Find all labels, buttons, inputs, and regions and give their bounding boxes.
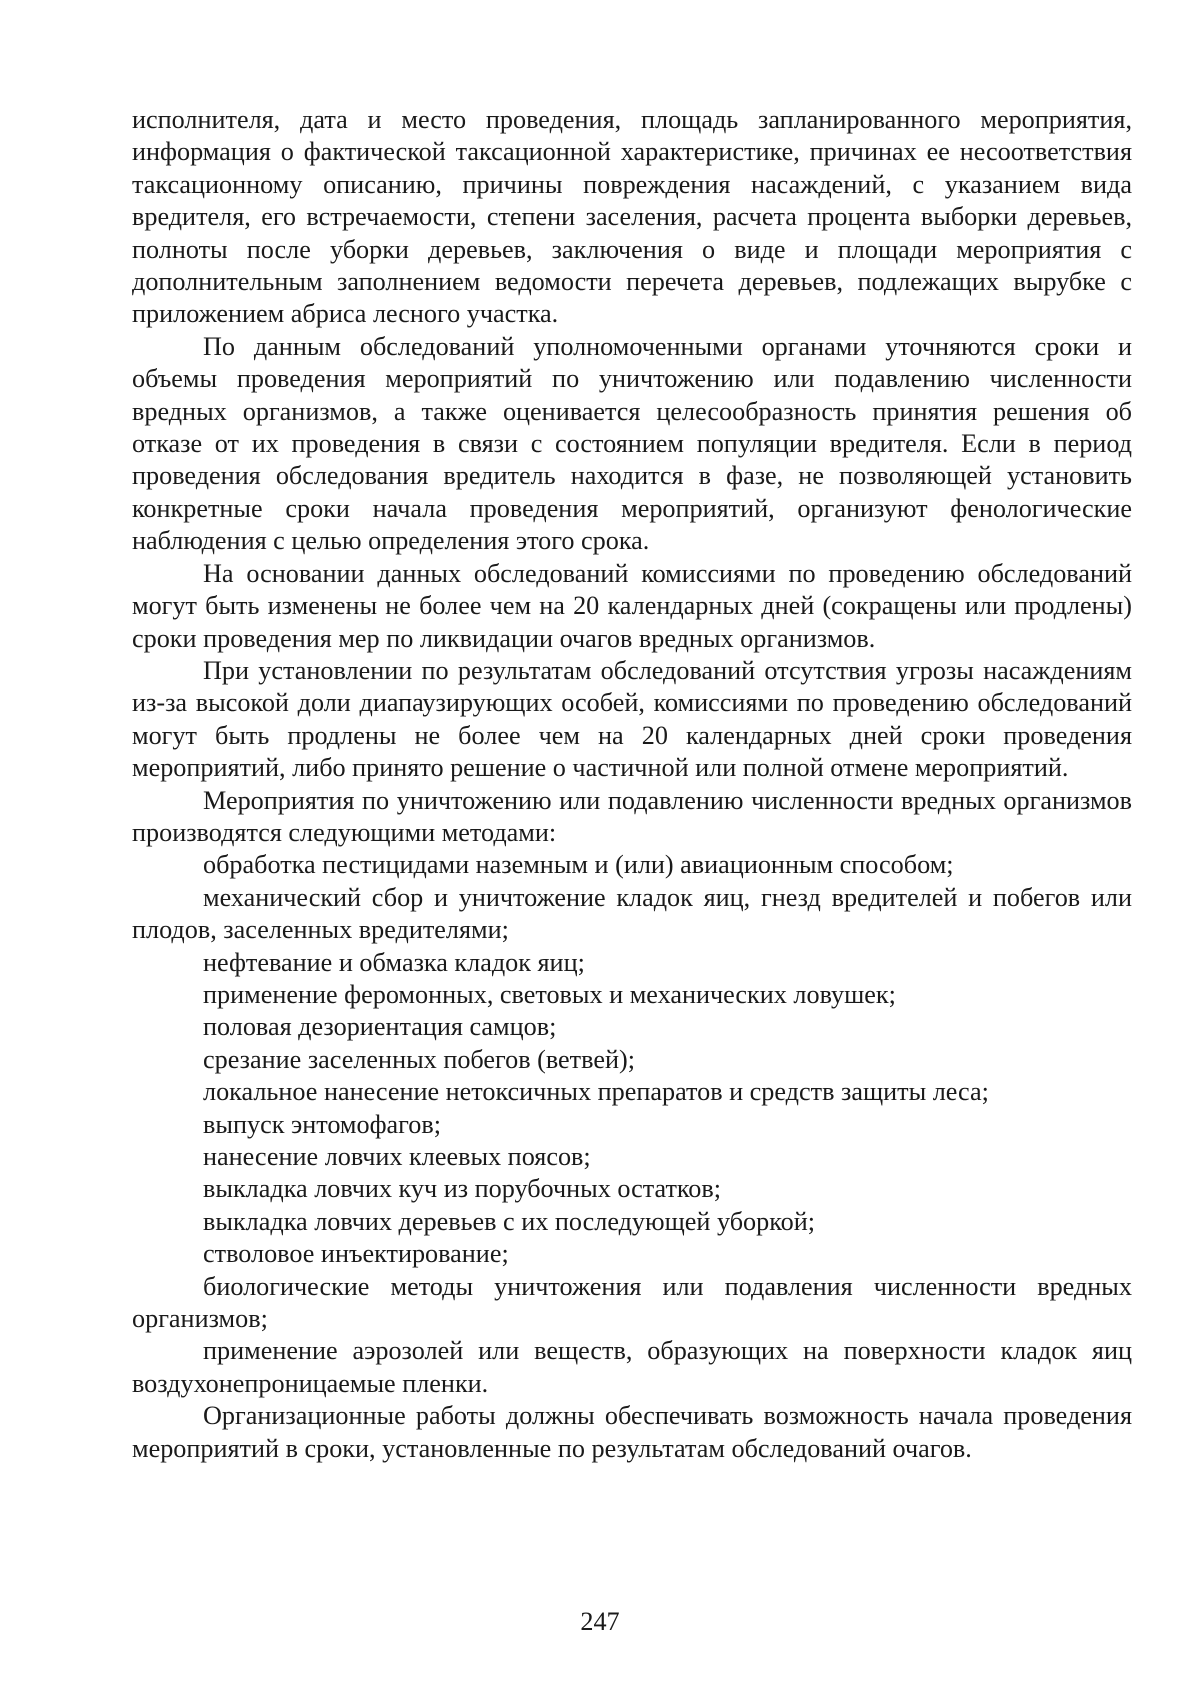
list-item: нефтевание и обмазка кладок яиц;	[203, 947, 585, 977]
list-item: применение феромонных, световых и механических ловушек;	[203, 979, 896, 1009]
list-item: стволовое инъектирование;	[203, 1239, 509, 1269]
paragraph-continuation: исполнителя, дата и место проведения, площадь запланированного мероприятия, информация о фактической таксационной характеристике, причинах ее несоответствия таксационному описанию, причины повреждения насаждений, с указанием вида вредителя, его встречаемости, степени заселения, расчета процента выборки деревьев, полноты после уборки деревьев, заключения о виде и площади мероприятия с дополнительным заполнением ведомости перечета деревьев, подлежащих вырубке с приложением абриса лесного участка.	[132, 105, 1132, 329]
page-number: 247	[580, 1607, 620, 1636]
list-item: половая дезориентация самцов;	[203, 1012, 557, 1042]
list-item: выпуск энтомофагов;	[203, 1109, 441, 1139]
paragraph-diapause: При установлении по результатам обследований отсутствия угрозы насаждениям из-за высокой доли диапаузирующих особей, комиссиями по проведению обследований могут быть продлены не более чем на 20 календарных дней сроки проведения мероприятий, либо принято решение о частичной или полной отмене мероприятий.	[132, 655, 1132, 783]
list-item: локальное нанесение нетоксичных препаратов и средств защиты леса;	[203, 1077, 989, 1107]
paragraph-methods-intro: Мероприятия по уничтожению или подавлению численности вредных организмов производятся следующими методами:	[132, 785, 1132, 847]
paragraph-organizational-works: Организационные работы должны обеспечивать возможность начала проведения мероприятий в сроки, установленные по результатам обследований очагов.	[132, 1401, 1132, 1463]
document-page	[132, 104, 1132, 1465]
list-item: выкладка ловчих деревьев с их последующей уборкой;	[203, 1206, 815, 1236]
list-item: выкладка ловчих куч из порубочных остатков;	[203, 1174, 722, 1204]
list-item: обработка пестицидами наземным и (или) авиационным способом;	[203, 850, 954, 880]
list-item: нанесение ловчих клеевых поясов;	[203, 1142, 591, 1171]
list-item: биологические методы уничтожения или подавления численности вредных организмов;	[132, 1271, 1132, 1334]
list-item: механический сбор и уничтожение кладок яиц, гнезд вредителей и побегов или плодов, заселенных вредителями;	[132, 882, 1132, 945]
paragraph-survey-data: По данным обследований уполномоченными органами уточняются сроки и объемы проведения мероприятий по уничтожению или подавлению численности вредных организмов, а также оценивается целесообразность принятия решения об отказе от их проведения в связи с состоянием популяции вредителя. Если в период проведения обследования вредитель находится в фазе, не позволяющей установить конкретные сроки начала проведения мероприятий, организуют фенологические наблюдения с целью определения этого срока.	[132, 331, 1132, 556]
paragraph-commission-changes: На основании данных обследований комиссиями по проведению обследований могут быть изменены не более чем на 20 календарных дней (сокращены или продлены) сроки проведения мер по ликвидации очагов вредных организмов.	[132, 558, 1132, 653]
list-item: применение аэрозолей или веществ, образующих на поверхности кладок яиц воздухонепроницаемые пленки.	[132, 1336, 1132, 1398]
list-item: срезание заселенных побегов (ветвей);	[203, 1044, 635, 1074]
